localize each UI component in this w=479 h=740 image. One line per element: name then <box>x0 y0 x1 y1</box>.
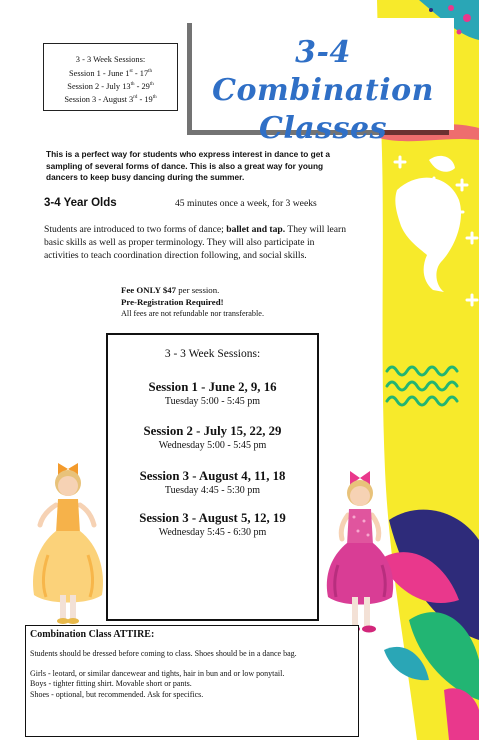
attire-box <box>25 625 359 737</box>
summary-heading: 3 - 3 Week Sessions: <box>75 55 146 64</box>
summary-text: - 19 <box>137 94 153 104</box>
ordinal: st <box>129 68 133 74</box>
summary-text: - 29 <box>134 81 150 91</box>
attire-line-boys: Boys - tighter fitting shirt. Movable short or pants. <box>30 679 192 688</box>
fee-line <box>121 284 264 296</box>
session-item <box>108 468 317 497</box>
summary-line-3 <box>44 92 177 105</box>
dancer-girl-pink-image <box>320 465 400 637</box>
session-time: Wednesday 5:45 - 6:30 pm <box>158 527 267 538</box>
attire-line-shoes: Shoes - optional, but recommended. Ask for specifics. <box>30 689 204 699</box>
refund-note: All fees are not refundable nor transferable. <box>121 309 264 318</box>
age-label: 3-4 Year Olds <box>44 197 117 209</box>
summary-text: Session 3 - August 3 <box>64 94 134 104</box>
dancer-girl-orange-image <box>28 455 108 625</box>
intro-paragraph: This is a perfect way for students who express interest in dance to get a sampling of several forms of dance. This is also a great way for young dancers to keep busy dancing during the summer. <box>46 149 331 182</box>
sessions-heading: 3 - 3 Week Sessions: <box>164 348 261 360</box>
session-time: Tuesday 4:45 - 5:30 pm <box>164 485 261 496</box>
desc-bold: ballet and tap. <box>226 224 286 235</box>
session-title: Session 1 - June 2, 9, 16 <box>148 380 277 394</box>
ordinal: th <box>149 81 154 87</box>
ordinal: th <box>148 68 153 74</box>
page-title-line-1: 3-4 Combination <box>212 35 434 108</box>
age-row <box>44 197 344 209</box>
fee-block <box>121 284 264 320</box>
attire-line-girls: Girls - leotard, or similar dancewear and tights, hair in bun and or low ponytail. <box>30 668 285 678</box>
session-title: Session 3 - August 4, 11, 18 <box>139 469 286 483</box>
class-duration: 45 minutes once a week, for 3 weeks <box>175 198 317 209</box>
pre-registration-note: Pre-Registration Required! <box>121 297 224 307</box>
attire-intro: Students should be dressed before coming to class. Shoes should be in a dance bag. <box>30 649 297 658</box>
session-title: Session 3 - August 5, 12, 19 <box>139 511 286 525</box>
page-title-line-2: Classes <box>259 111 387 146</box>
ordinal: th <box>152 95 157 101</box>
summary-text: - 17 <box>132 68 149 78</box>
summary-text: Session 1 - June 1 <box>68 68 130 78</box>
ordinal: rd <box>133 95 138 101</box>
session-time: Wednesday 5:00 - 5:45 pm <box>158 440 267 451</box>
session-item <box>108 423 317 452</box>
session-item <box>108 510 317 539</box>
fee-amount: Fee ONLY $47 <box>121 285 177 295</box>
summary-line-1 <box>44 66 177 79</box>
summary-text: Session 2 - July 13 <box>67 81 131 91</box>
session-summary-box <box>43 43 178 111</box>
session-time: Tuesday 5:00 - 5:45 pm <box>164 396 261 407</box>
desc-text: Students are introduced to two forms of dance; <box>44 224 227 235</box>
ordinal: th <box>130 81 135 87</box>
sessions-box <box>106 333 319 621</box>
desc-text: They will learn basic skills as well as proper terminology. They will also participate in activities to teach coordination direction following, and social skills. <box>44 224 347 261</box>
attire-heading: Combination Class ATTIRE: <box>30 629 155 640</box>
summary-line-2 <box>44 79 177 92</box>
class-description <box>44 223 350 262</box>
fee-suffix: per session. <box>176 285 220 295</box>
session-title: Session 2 - July 15, 22, 29 <box>143 424 282 438</box>
title-card <box>192 18 454 146</box>
session-item <box>108 379 317 408</box>
